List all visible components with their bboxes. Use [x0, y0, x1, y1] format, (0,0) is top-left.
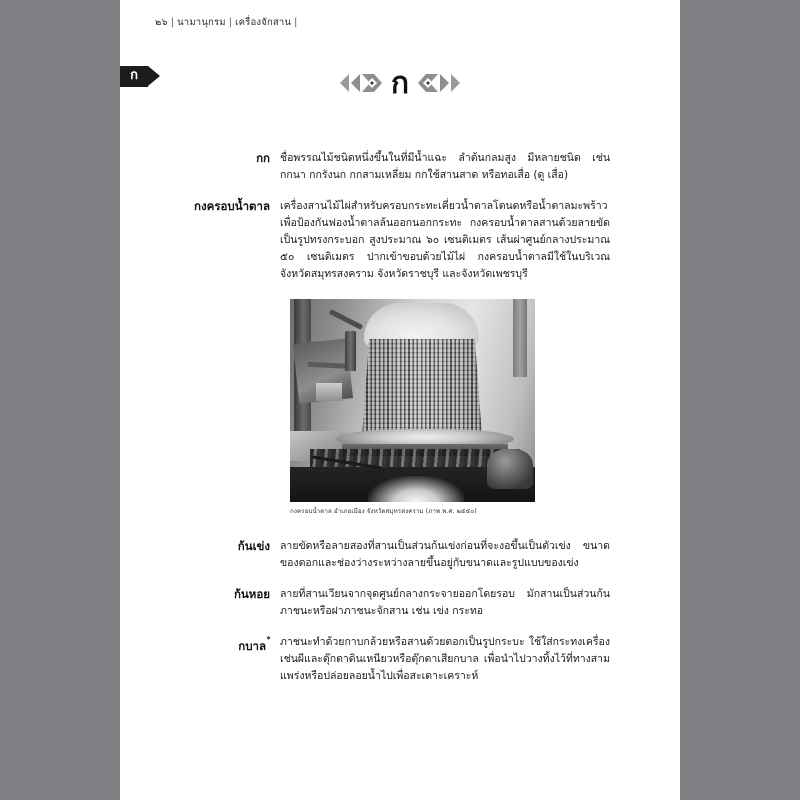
running-head-separator-2: |	[228, 17, 233, 28]
photo-woven-sugar-cover	[362, 339, 482, 437]
entry-term-with-footnote	[120, 634, 280, 655]
entry-item	[120, 538, 680, 572]
photo-pipe	[345, 331, 356, 371]
entry-term: ก้นหอย	[233, 587, 270, 601]
diamond-chevron-left-icon	[340, 72, 382, 94]
photo-right-post	[513, 299, 527, 377]
entry-item	[120, 150, 680, 184]
running-head-section-title: เครื่องจักสาน	[235, 17, 292, 28]
entry-term: กบาล	[238, 638, 267, 653]
entry-definition: ลายที่สานเวียนจากจุดศูนย์กลางกระจายออกโดยรอบ มักสานเป็นส่วนก้นภาชนะหรือฝาภาชนะจักสาน เช่น เข่ง กระทอ	[280, 588, 610, 617]
entry-definition: ภาชนะทำด้วยกาบกล้วยหรือสานด้วยตอกเป็นรูปกระบะ ใช้ใส่กระทงเครื่องเช่นผีและตุ๊กตาดินเหนียวหรือตุ๊กตาเสียกบาล เพื่อนำไปวางทิ้งไว้ที่ทางสามแพร่งหรือปล่อยลอยน้ำไปเพื่อสะเดาะเคราะห์	[280, 636, 610, 682]
entry-term: ก้นเข่ง	[237, 539, 270, 553]
running-head	[155, 18, 301, 28]
diamond-chevron-right-icon	[418, 72, 460, 94]
footnote-marker: *	[266, 635, 271, 644]
entry-list	[120, 150, 680, 699]
running-head-book-title: นามานุกรม	[177, 17, 226, 28]
figure	[290, 299, 680, 516]
figure-caption: กงครอบน้ำตาล อำเภอเมือง จังหวัดสมุทรสงคราม (ภาพ พ.ศ. ๒๕๕๐)	[290, 508, 477, 515]
entry-definition: ชื่อพรรณไม้ชนิดหนึ่งขึ้นในที่มีน้ำแฉะ ลำต้นกลมสูง มีหลายชนิด เช่น กกนา กกรังนก กกสามเหลี่ยม กกใช้สานสาด หรือทอเสื่อ (ดู เสื่อ)	[280, 152, 610, 181]
running-head-separator-3: |	[294, 17, 298, 28]
section-title	[120, 66, 680, 101]
entry-item	[120, 634, 680, 685]
entry-definition: เครื่องสานไม้ไผ่สำหรับครอบกระทะเคี่ยวน้ำตาลโตนดหรือน้ำตาลมะพร้าว เพื่อป้องกันฟองน้ำตาลล้นออกนอกกระทะ กงครอบน้ำตาลสานด้วยลายขัด เป็นรูปทรงกระบอก สูงประมาณ ๖๐ เซนติเมตร เส้นผ่าศูนย์กลางประมาณ ๕๐ เซนติเมตร ปากเข้าขอบด้วยไม้ไผ่ กงครอบน้ำตาลมีใช้ในบริเวณจังหวัดสมุทรสงคราม จังหวัดราชบุรี และจังหวัดเพชรบุรี	[280, 200, 610, 280]
running-head-separator-1: |	[170, 17, 175, 28]
section-title-letter: ก	[390, 66, 410, 101]
photo-fire-glow	[368, 476, 464, 502]
paper-sheet	[120, 0, 680, 800]
entry-term: กงครอบน้ำตาล	[194, 199, 270, 213]
photo-block	[316, 383, 342, 401]
figure-photograph	[290, 299, 535, 502]
entry-item	[120, 198, 680, 283]
entry-item	[120, 586, 680, 620]
entry-definition: ลายขัดหรือลายสองที่สานเป็นส่วนก้นเข่งก่อนที่จะงอขึ้นเป็นตัวเข่ง ขนาดของตอกและช่องว่างระหว่างลายขึ้นอยู่กับขนาดและรูปแบบของเข่ง	[280, 540, 610, 569]
entry-term: กก	[256, 151, 270, 165]
photo-side-pot	[487, 449, 533, 489]
running-head-page-number: ๒๖	[155, 17, 168, 28]
thumb-index-tab-letter: ก	[130, 68, 138, 83]
